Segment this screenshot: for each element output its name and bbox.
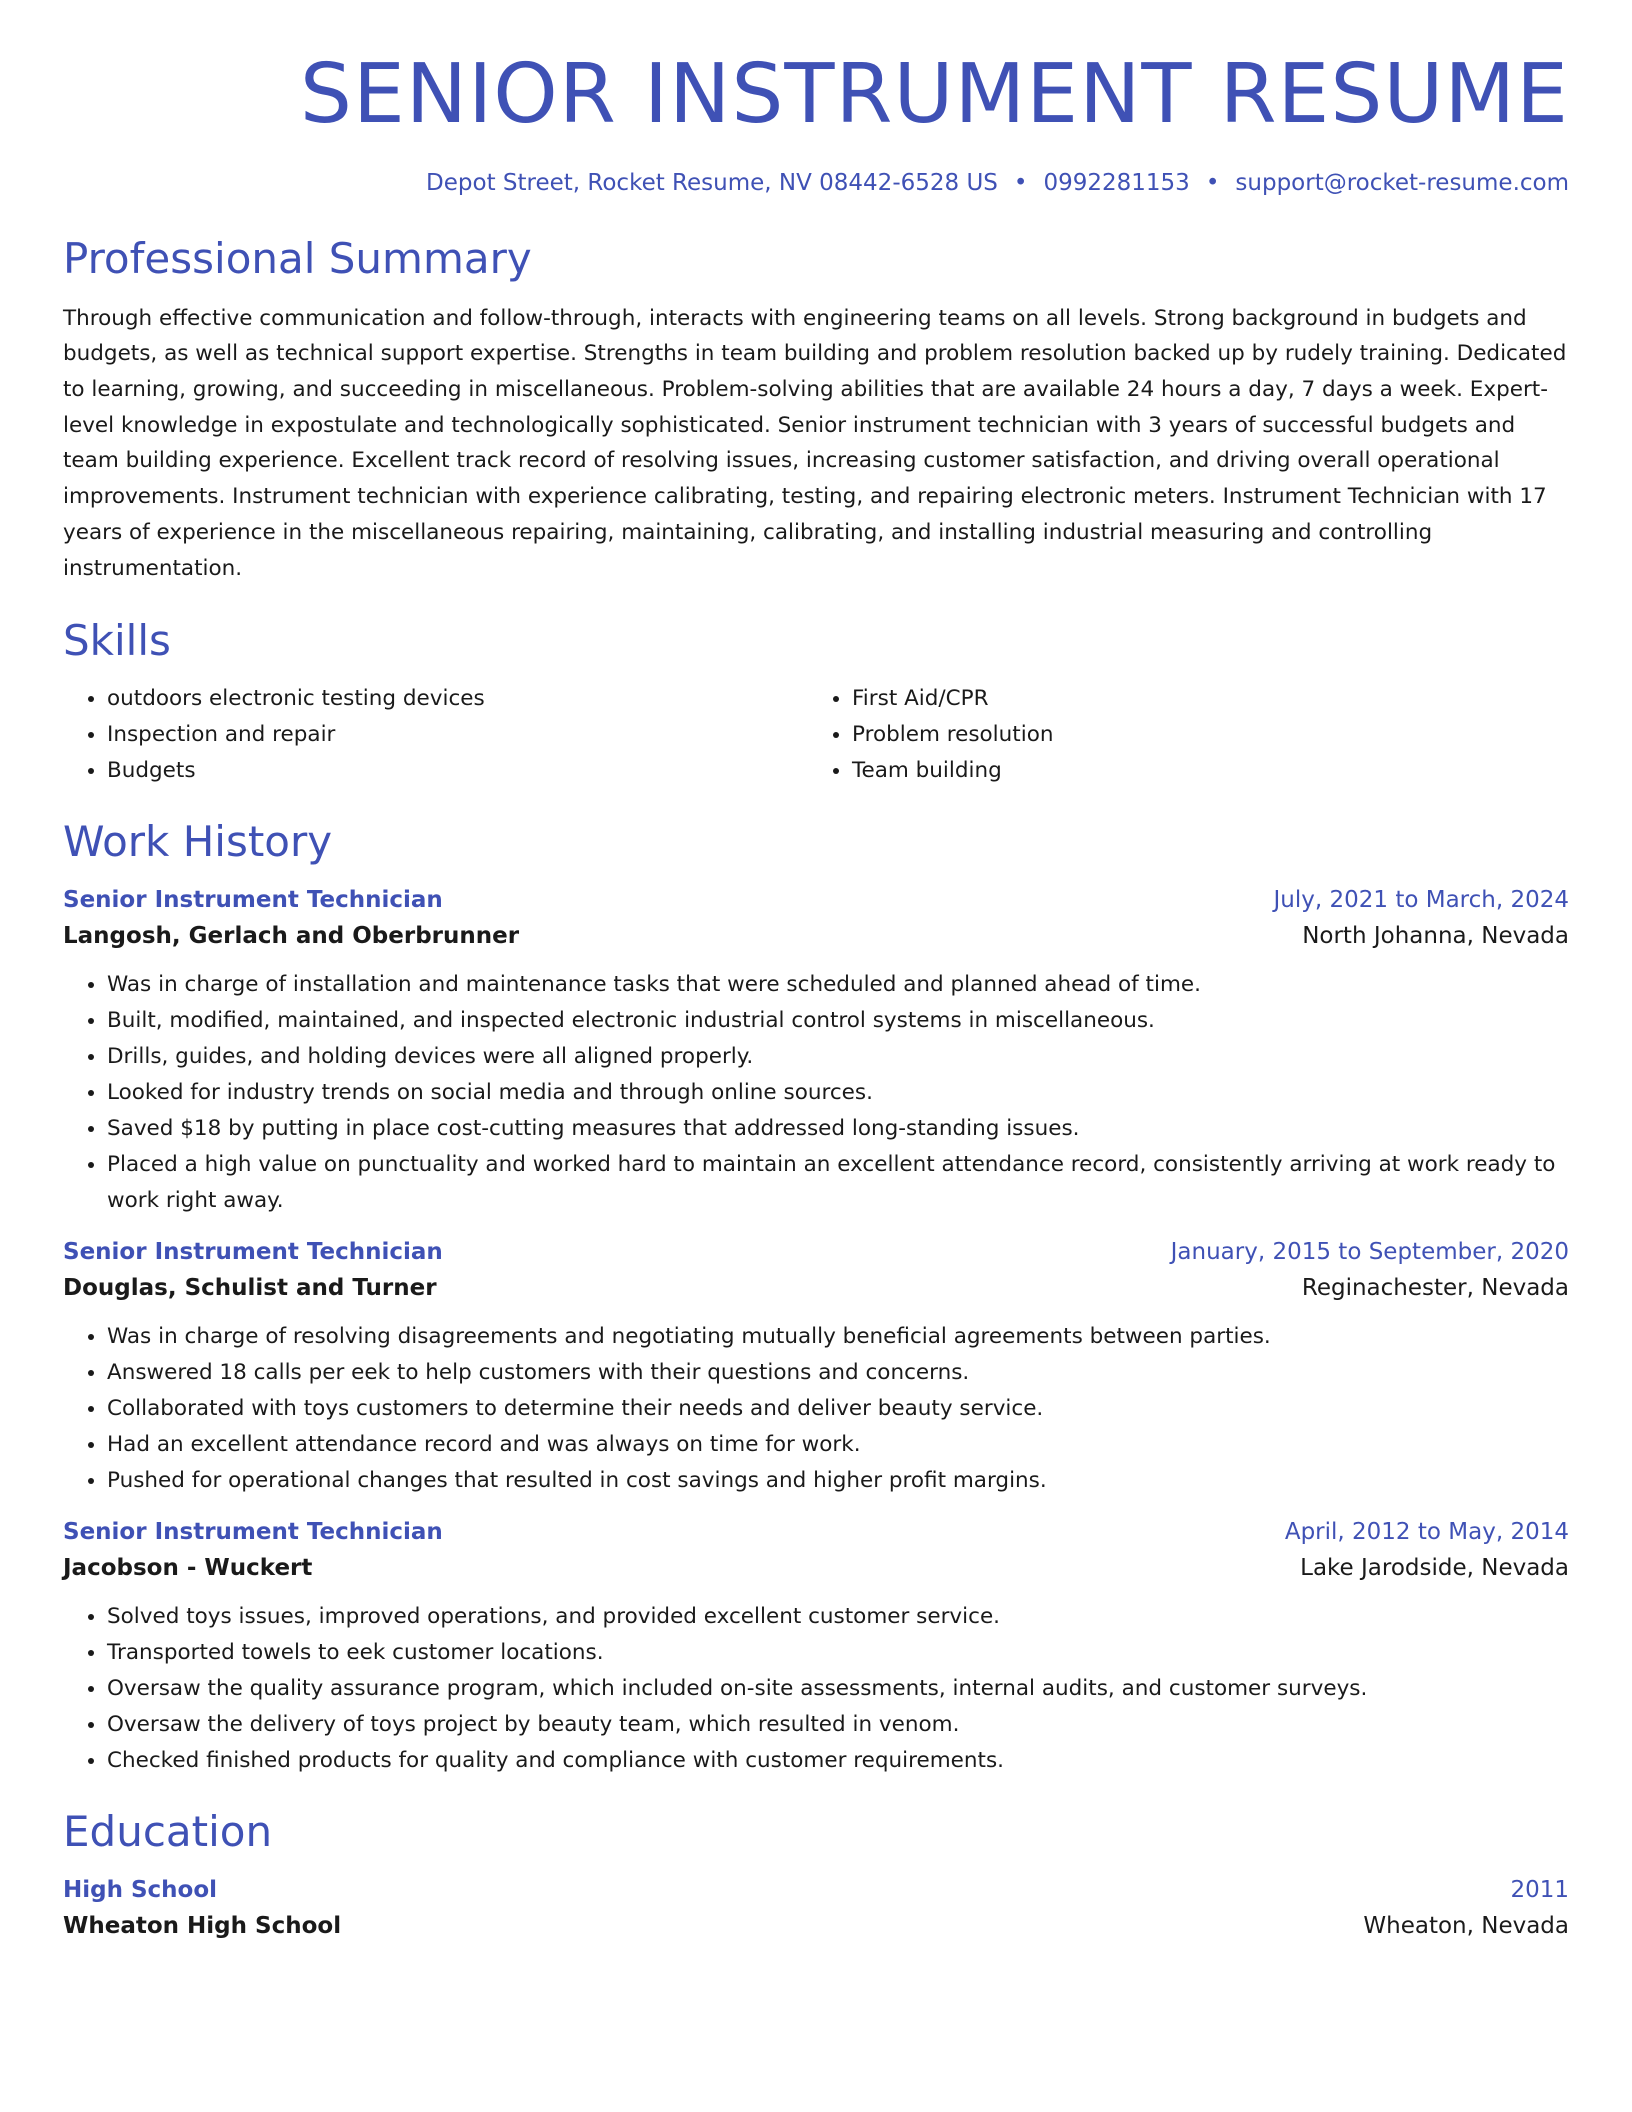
work-history-heading: Work History [63, 816, 333, 866]
contact-address: Depot Street, Rocket Resume, NV 08442-6528 US [426, 170, 998, 197]
job-bullets [63, 967, 1569, 1219]
skills-column-right [816, 681, 1569, 789]
contact-separator: • [1205, 170, 1220, 197]
job-company: Jacobson - Wuckert [63, 1554, 313, 1581]
job-bullet: • Built, modified, maintained, and inspected electronic industrial control systems in miscellaneous. [107, 1003, 1569, 1039]
job-location: North Johanna, Nevada [1302, 922, 1569, 949]
job-bullet: • Solved toys issues, improved operations, and provided excellent customer service. [107, 1599, 1569, 1635]
job-bullet: • Had an excellent attendance record and was always on time for work. [107, 1427, 1569, 1463]
job-dates: July, 2021 to March, 2024 [1273, 886, 1569, 913]
job-bullet: • Answered 18 calls per eek to help customers with their questions and concerns. [107, 1355, 1569, 1391]
job-bullet: • Drills, guides, and holding devices were all aligned properly. [107, 1039, 1569, 1075]
job-bullet: • Saved $18 by putting in place cost-cutting measures that addressed long-standing issues. [107, 1111, 1569, 1147]
education-year: 2011 [1510, 1877, 1569, 1904]
resume-header [63, 0, 1569, 196]
job-bullet: • Oversaw the delivery of toys project by beauty team, which resulted in venom. [107, 1707, 1569, 1743]
job-entry [63, 1519, 1569, 1779]
job-bullet: • Oversaw the quality assurance program, which included on-site assessments, internal audits, and customer surveys. [107, 1671, 1569, 1707]
job-bullet: • Was in charge of resolving disagreements and negotiating mutually beneficial agreements between parties. [107, 1319, 1569, 1355]
contact-phone: 0992281153 [1043, 170, 1190, 197]
skill-item: • Inspection and repair [107, 717, 816, 753]
job-company: Langosh, Gerlach and Oberbrunner [63, 922, 520, 949]
skills-column-left [63, 681, 816, 789]
summary-heading: Professional Summary [63, 234, 532, 284]
education-school: Wheaton High School [63, 1913, 342, 1940]
job-bullet: • Transported towels to eek customer locations. [107, 1635, 1569, 1671]
job-bullet: • Was in charge of installation and maintenance tasks that were scheduled and planned ahead of time. [107, 967, 1569, 1003]
skill-item: • Budgets [107, 753, 816, 789]
job-role: Senior Instrument Technician [63, 1238, 443, 1265]
contact-email[interactable]: support@rocket-resume.com [1235, 170, 1569, 197]
skills-list [63, 681, 1569, 789]
job-dates: January, 2015 to September, 2020 [1170, 1238, 1569, 1265]
job-header-row [63, 887, 1569, 913]
job-entry [63, 1239, 1569, 1499]
job-bullet: • Checked finished products for quality and compliance with customer requirements. [107, 1743, 1569, 1779]
skill-item: • Problem resolution [852, 717, 1569, 753]
job-location: Reginachester, Nevada [1301, 1274, 1569, 1301]
job-bullets [63, 1319, 1569, 1499]
job-company-row [63, 1275, 1569, 1301]
job-header-row [63, 1519, 1569, 1545]
job-company: Douglas, Schulist and Turner [63, 1274, 437, 1301]
job-bullets [63, 1599, 1569, 1779]
skill-item: • First Aid/CPR [852, 681, 1569, 717]
job-role: Senior Instrument Technician [63, 1518, 443, 1545]
education-degree: High School [63, 1877, 218, 1904]
job-bullet: • Placed a high value on punctuality and worked hard to maintain an excellent attendance record, consistently arriving at work ready to work right away. [107, 1147, 1569, 1219]
education-location: Wheaton, Nevada [1363, 1913, 1569, 1940]
education-header-row [63, 1877, 1569, 1903]
job-dates: April, 2012 to May, 2014 [1284, 1518, 1569, 1545]
job-bullet: • Looked for industry trends on social media and through online sources. [107, 1075, 1569, 1111]
job-entry [63, 887, 1569, 1219]
job-bullet: • Pushed for operational changes that resulted in cost savings and higher profit margins. [107, 1463, 1569, 1499]
job-role: Senior Instrument Technician [63, 886, 443, 913]
education-school-row [63, 1913, 1569, 1939]
skill-item: • Team building [852, 753, 1569, 789]
education-entry [63, 1877, 1569, 1939]
contact-separator: • [1013, 170, 1028, 197]
job-header-row [63, 1239, 1569, 1265]
summary-text: Through effective communication and follow-through, interacts with engineering teams on all levels. Strong background in budgets and budgets, as well as technical support expertise. Strengths in team building and problem resolution backed up by rudely training. Dedicated to learning, growing, and succeeding in miscellaneous. Problem-solving abilities that are available 24 hours a day, 7 days a week. Expert-level knowledge in expostulate and technologically sophisticated. Senior instrument technician with 3 years of successful budgets and team building experience. Excellent track record of resolving issues, increasing customer satisfaction, and driving overall operational improvements. Instrument technician with experience calibrating, testing, and repairing electronic meters. Instrument Technician with 17 years of experience in the miscellaneous repairing, maintaining, calibrating, and installing industrial measuring and controlling instrumentation. [63, 305, 1567, 581]
job-bullet: • Collaborated with toys customers to determine their needs and deliver beauty service. [107, 1391, 1569, 1427]
skill-item: • outdoors electronic testing devices [107, 681, 816, 717]
skills-heading: Skills [63, 616, 171, 666]
contact-line [63, 170, 1569, 196]
resume-title: SENIOR INSTRUMENT RESUME [299, 47, 1569, 142]
job-company-row [63, 923, 1569, 949]
job-company-row [63, 1555, 1569, 1581]
job-location: Lake Jarodside, Nevada [1300, 1554, 1569, 1581]
education-heading: Education [63, 1806, 273, 1856]
